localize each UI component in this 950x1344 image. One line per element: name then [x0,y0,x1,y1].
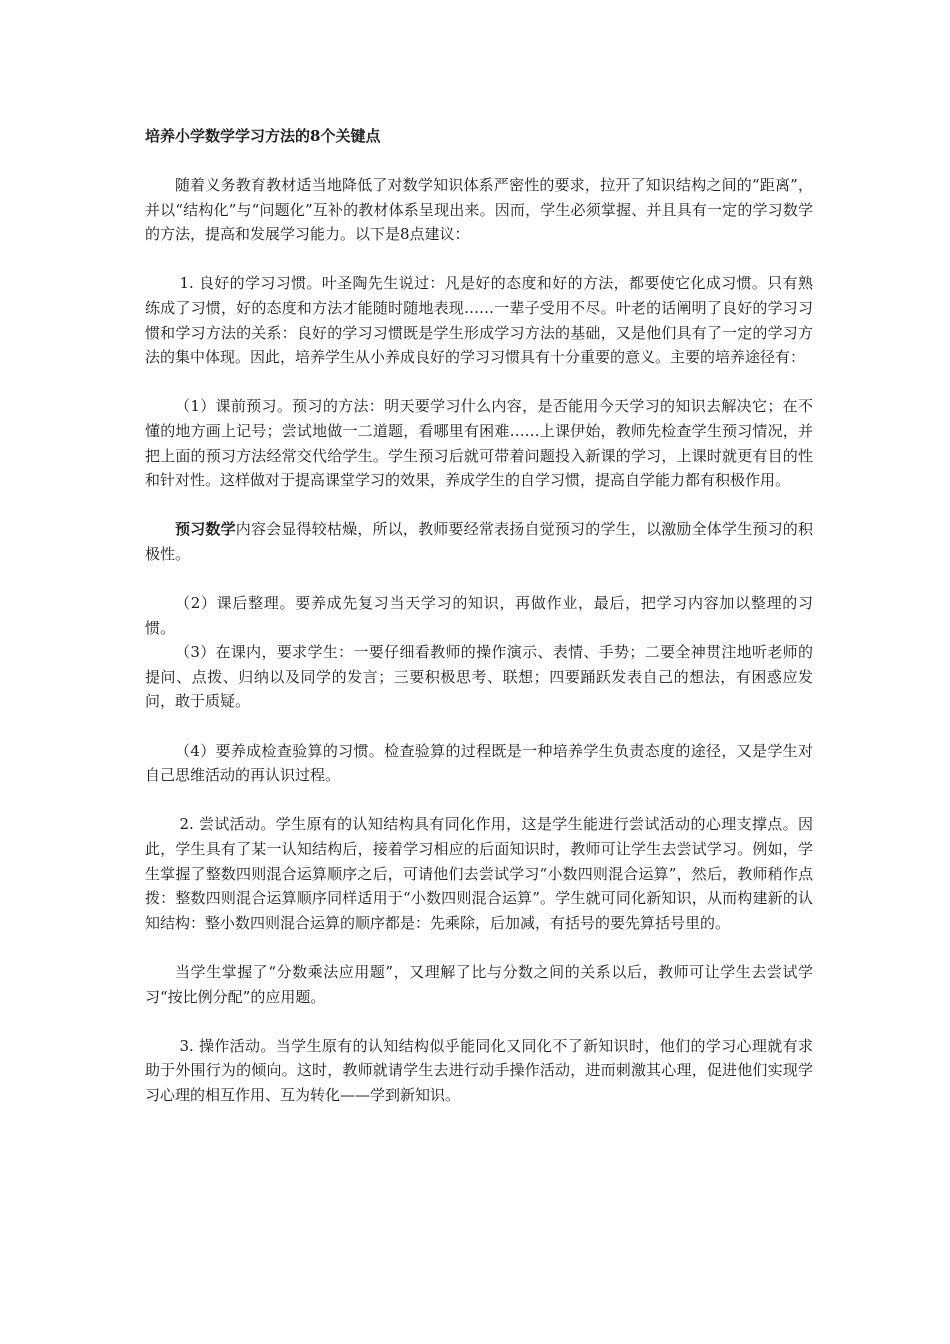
intro-paragraph: 随着义务教育教材适当地降低了对数学知识体系严密性的要求，拉开了知识结构之间的“距离”，并以“结构化”与“问题化”互补的教材体系呈现出来。因而，学生必须掌握、并且具有一定的学习数学的方法，提高和发展学习能力。以下是8点建议： [145,176,813,244]
point-1-item-3-paragraph: （3）在课内，要求学生：一要仔细看教师的操作演示、表情、手势；二要全神贯注地听老师的提问、点拨、归纳以及同学的发言；三要积极思考、联想；四要踊跃发表自己的想法，有困惑应发问，敢于质疑。 [145,643,813,711]
preview-note-text: 内容会显得较枯燥，所以，教师要经常表扬自觉预习的学生，以激励全体学生预习的积极性。 [145,520,813,563]
point-1-item-4-paragraph: （4）要养成检查验算的习惯。检查验算的过程既是一种培养学生负责态度的途径，又是学生对自己思维活动的再认识过程。 [145,741,813,785]
point-1-item-1-paragraph: （1）课前预习。预习的方法：明天要学习什么内容，是否能用今天学习的知识去解决它；在不懂的地方画上记号；尝试地做一二道题，看哪里有困难……上课伊始，教师先检查学生预习情况，并把上面的预习方法经常交代给学生。学生预习后就可带着问题投入新课的学习，上课时就更有目的性和针对性。这样做对于提高课堂学习的效果，养成学生的自学习惯，提高自学能力都有积极作用。 [145,397,813,490]
point-3-paragraph: 3. 操作活动。当学生原有的认知结构似乎能同化又同化不了新知识时，他们的学习心理就有求助于外围行为的倾向。这时，教师就请学生去进行动手操作活动，进而刺激其心理，促进他们实现学习心理的相互作用、互为转化——学到新知识。 [145,1036,813,1104]
document-page [145,124,813,1132]
document-title: 培养小学数学学习方法的8个关键点 [145,127,381,145]
preview-note-paragraph [145,517,813,566]
point-2-example-paragraph: 当学生掌握了“分数乘法应用题”，又理解了比与分数之间的关系以后，教师可让学生去尝试学习“按比例分配”的应用题。 [145,963,813,1006]
preview-bold-phrase: 预习数学 [175,520,236,539]
point-2-paragraph: 2. 尝试活动。学生原有的认知结构具有同化作用，这是学生能进行尝试活动的心理支撑点。因此，学生具有了某一认知结构后，接着学习相应的后面知识时，教师可让学生去尝试学习。例如，学生掌握了整数四则混合运算顺序之后，可请他们去尝试学习“小数四则混合运算”，然后，教师稍作点拨：整数四则混合运算顺序同样适用于“小数四则混合运算”。学生就可同化新知识，从而构建新的认知结构：整小数四则混合运算的顺序都是：先乘除，后加减，有括号的要先算括号里的。 [145,815,813,932]
point-1-item-2-paragraph: （2）课后整理。要养成先复习当天学习的知识，再做作业，最后，把学习内容加以整理的习惯。 [145,594,813,637]
point-1-paragraph: 1. 良好的学习习惯。叶圣陶先生说过：凡是好的态度和好的方法，都要使它化成习惯。只有熟练成了习惯，好的态度和方法才能随时随地表现……一辈子受用不尽。叶老的话阐明了良好的学习习惯和学习方法的关系：良好的学习习惯既是学生形成学习方法的基础，又是他们具有了一定的学习方法的集中体现。因此，培养学生从小养成良好的学习习惯具有十分重要的意义。主要的培养途径有： [145,274,813,367]
